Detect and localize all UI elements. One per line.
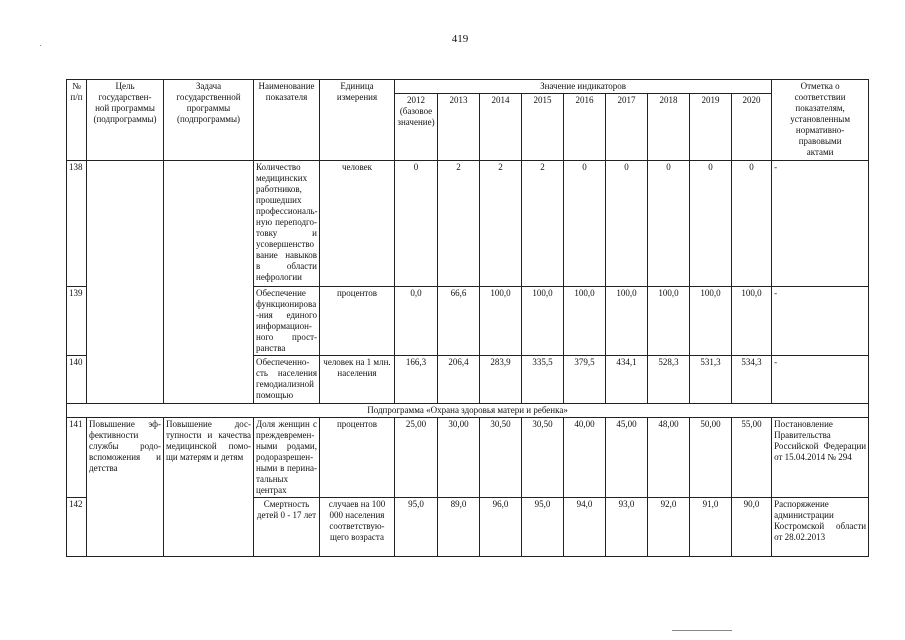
header-goal: Цель государствен- ной программы (подпрограммы) xyxy=(87,80,164,161)
value-cell: 206,4 xyxy=(438,356,480,404)
indicator-cell: Количество медицинских работников, прошедших профессиональ-ную переподго-товку и усовершенство вание навыков в области нефрологии xyxy=(254,161,320,287)
value-cell: 0 xyxy=(648,161,690,287)
value-cell: 0 xyxy=(395,161,438,287)
value-cell: 379,5 xyxy=(564,356,606,404)
value-cell: 95,0 xyxy=(395,498,438,557)
row-num: 139 xyxy=(67,287,87,356)
table-row xyxy=(67,418,869,498)
unit-cell: случаев на 100 000 населения соответствую-щего возраста xyxy=(320,498,395,557)
header-year: 2020 xyxy=(732,94,772,161)
note-cell: Постановление Правительства Российской Федерации от 15.04.2014 № 294 xyxy=(772,418,869,498)
value-cell: 528,3 xyxy=(648,356,690,404)
value-cell: 25,00 xyxy=(395,418,438,498)
value-cell: 166,3 xyxy=(395,356,438,404)
note-cell: - xyxy=(772,356,869,404)
value-cell: 100,0 xyxy=(522,287,564,356)
value-cell: 0 xyxy=(606,161,648,287)
value-cell: 100,0 xyxy=(564,287,606,356)
note-cell: Распоряжение администрации Костромской области от 28.02.2013 xyxy=(772,498,869,557)
subprogram-title: Подпрограмма «Охрана здоровья матери и ребенка» xyxy=(67,404,869,418)
value-cell: 2 xyxy=(522,161,564,287)
indicator-cell: Доля женщин с преждевремен-ными родами, родоразрешен-ными в перина-тальных центрах xyxy=(254,418,320,498)
goal-cell xyxy=(87,161,164,404)
note-cell: - xyxy=(772,161,869,287)
header-task: Задача государственной программы (подпрограммы) xyxy=(164,80,254,161)
header-values-group: Значение индикаторов xyxy=(395,80,772,94)
value-cell: 94,0 xyxy=(564,498,606,557)
value-cell: 2 xyxy=(438,161,480,287)
value-cell: 335,5 xyxy=(522,356,564,404)
scan-mark xyxy=(40,45,41,46)
indicator-cell: Обеспеченно-сть населения гемодиализной помощью xyxy=(254,356,320,404)
value-cell: 91,0 xyxy=(690,498,732,557)
table-row xyxy=(67,161,869,287)
scan-mark xyxy=(672,630,732,631)
header-num: № п/п xyxy=(67,80,87,161)
value-cell: 30,50 xyxy=(522,418,564,498)
value-cell: 95,0 xyxy=(522,498,564,557)
subprogram-row xyxy=(67,404,869,418)
value-cell: 45,00 xyxy=(606,418,648,498)
row-num: 142 xyxy=(67,498,87,557)
page-number: 419 xyxy=(451,33,469,45)
value-cell: 50,00 xyxy=(690,418,732,498)
header-note: Отметка о соответствии показателям, установленным нормативно- правовыми актами xyxy=(772,80,869,161)
header-indicator: Наименование показателя xyxy=(254,80,320,161)
value-cell: 0 xyxy=(690,161,732,287)
task-cell xyxy=(164,161,254,404)
unit-cell: процентов xyxy=(320,418,395,498)
value-cell: 100,0 xyxy=(690,287,732,356)
indicator-cell: Смертность детей 0 - 17 лет xyxy=(254,498,320,557)
header-row xyxy=(67,80,869,94)
value-cell: 40,00 xyxy=(564,418,606,498)
value-cell: 55,00 xyxy=(732,418,772,498)
value-cell: 93,0 xyxy=(606,498,648,557)
value-cell: 100,0 xyxy=(648,287,690,356)
value-cell: 531,3 xyxy=(690,356,732,404)
header-year: 2015 xyxy=(522,94,564,161)
value-cell: 0 xyxy=(732,161,772,287)
header-year: 2014 xyxy=(480,94,522,161)
goal-cell: Повышение эф-фективности службы родо-вспоможения и детства xyxy=(87,418,164,557)
value-cell: 100,0 xyxy=(732,287,772,356)
header-year: 2016 xyxy=(564,94,606,161)
value-cell: 66,6 xyxy=(438,287,480,356)
header-year: 2012 (базовое значение) xyxy=(395,94,438,161)
value-cell: 0,0 xyxy=(395,287,438,356)
row-num: 141 xyxy=(67,418,87,498)
header-year: 2013 xyxy=(438,94,480,161)
unit-cell: процентов xyxy=(320,287,395,356)
value-cell: 30,50 xyxy=(480,418,522,498)
value-cell: 89,0 xyxy=(438,498,480,557)
value-cell: 283,9 xyxy=(480,356,522,404)
row-num: 138 xyxy=(67,161,87,287)
header-unit: Единица измерения xyxy=(320,80,395,161)
indicator-cell: Обеспечение функционирова -ния единого информацион-ного прост-ранства xyxy=(254,287,320,356)
value-cell: 92,0 xyxy=(648,498,690,557)
value-cell: 534,3 xyxy=(732,356,772,404)
value-cell: 48,00 xyxy=(648,418,690,498)
value-cell: 96,0 xyxy=(480,498,522,557)
value-cell: 2 xyxy=(480,161,522,287)
header-year: 2019 xyxy=(690,94,732,161)
header-year: 2017 xyxy=(606,94,648,161)
value-cell: 30,00 xyxy=(438,418,480,498)
unit-cell: человек xyxy=(320,161,395,287)
row-num: 140 xyxy=(67,356,87,404)
value-cell: 100,0 xyxy=(606,287,648,356)
indicators-table xyxy=(66,79,869,557)
value-cell: 434,1 xyxy=(606,356,648,404)
note-cell: - xyxy=(772,287,869,356)
header-year: 2018 xyxy=(648,94,690,161)
task-cell: Повышение дос-тупности и качества медицинской помо-щи матерям и детям xyxy=(164,418,254,557)
value-cell: 100,0 xyxy=(480,287,522,356)
value-cell: 0 xyxy=(564,161,606,287)
value-cell: 90,0 xyxy=(732,498,772,557)
unit-cell: человек на 1 млн. населения xyxy=(320,356,395,404)
